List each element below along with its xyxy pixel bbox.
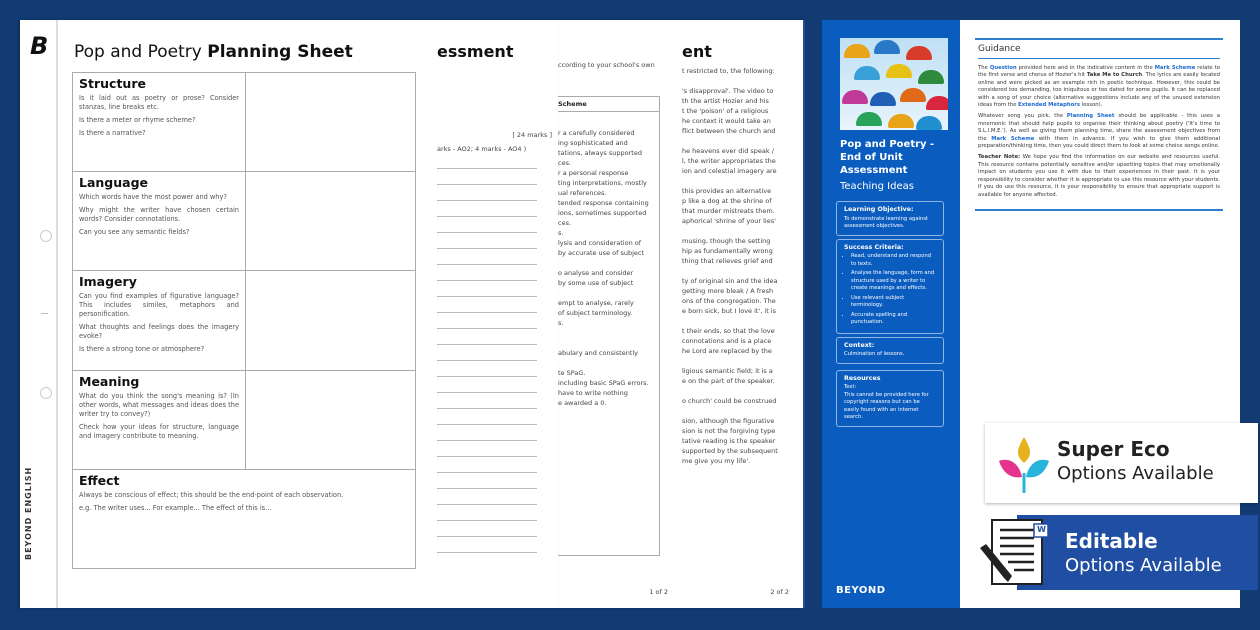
vertical-brand: BEYOND ENGLISH <box>24 466 33 560</box>
learning-objective-heading: Learning Objective: <box>844 206 914 213</box>
prompt-text: e.g. The writer uses... For example... The effect of this is... <box>79 504 272 512</box>
context-heading: Context: <box>844 341 875 349</box>
eco-subtitle: Options Available <box>1057 463 1214 484</box>
answer-cell[interactable] <box>247 172 415 270</box>
prompt-cell <box>73 172 246 270</box>
teacher-note-label: Teacher Note: <box>978 154 1021 161</box>
question-link[interactable]: Question <box>989 65 1017 71</box>
mark-scheme-line: ions, sometimes supported <box>558 209 647 217</box>
guidance-paragraph <box>978 113 1220 150</box>
mark-scheme-intro: ccording to your school's own <box>558 61 655 69</box>
guidance-heading: Guidance <box>978 44 1220 59</box>
guidance-box <box>975 38 1223 211</box>
mark-scheme-line: abulary and consistently <box>558 349 639 357</box>
resources-label: Text: <box>844 384 857 390</box>
content-line: e born sick, but I love it', it is <box>682 307 776 315</box>
row-heading: Imagery <box>79 274 137 289</box>
answer-line <box>437 520 537 521</box>
resources-box <box>836 370 944 427</box>
text: provided here and in the indicative content in the <box>1016 65 1155 71</box>
content-line: t their ends, so that the love <box>682 327 775 335</box>
row-heading: Effect <box>79 473 120 488</box>
beyond-logo: BEYOND <box>836 585 886 596</box>
answer-cell[interactable] <box>247 73 415 171</box>
teacher-note <box>978 154 1220 198</box>
page-number: 1 of 2 <box>649 588 668 596</box>
answer-cell[interactable] <box>247 371 415 469</box>
text: . The lyrics are easily located online and were picked as an example rich in poetic technique. However, this could be considered too demanding, too iniquitous or too dated for some pupils. It can be replaced with a song of your choice (alternative suggestions include any of the unused extension ideas from the <box>978 72 1221 109</box>
content-line <box>682 226 778 236</box>
title-bold: Planning Sheet <box>207 42 353 62</box>
indicative-title: ent <box>682 42 712 61</box>
mark-scheme-line <box>558 288 659 298</box>
editable-title: Editable <box>1065 529 1158 553</box>
content-line: e on the part of the speaker. <box>682 377 775 385</box>
mark-scheme-line <box>558 338 659 348</box>
guidance-paragraph <box>978 65 1220 109</box>
prompt-text: Why might the writer have chosen certain words? Consider connotations. <box>79 206 239 223</box>
context-text: Culmination of lessons. <box>844 351 905 357</box>
planning-row-structure <box>73 73 415 172</box>
content-line: t restricted to, the following: <box>682 67 775 75</box>
mark-scheme-line <box>558 358 659 368</box>
mark-scheme-line: of subject terminology. <box>558 309 633 317</box>
mark-scheme-line: ing sophisticated and <box>558 139 628 147</box>
content-line: p like a dog at the shrine of <box>682 197 772 205</box>
marks-label: [ 24 marks ] <box>512 131 552 139</box>
mark-scheme-link[interactable]: Mark Scheme <box>991 135 1035 142</box>
mark-scheme-line: lysis and consideration of <box>558 239 642 247</box>
mark-scheme-content <box>558 112 659 408</box>
content-line: o church' could be construed <box>682 397 777 405</box>
mark-scheme-line: o analyse and consider <box>558 269 634 277</box>
content-line: tative reading is the speaker <box>682 437 776 445</box>
text: relate to the first verse and chorus of Hozier's hit <box>978 65 1220 79</box>
content-line: aphorical 'shrine of your lies' <box>682 217 776 225</box>
planning-sheet-link[interactable]: Planning Sheet <box>1066 113 1115 120</box>
content-line: he Lord are replaced by the <box>682 347 772 355</box>
answer-line <box>437 184 537 185</box>
answer-line <box>437 408 537 409</box>
content-line: flict between the church and <box>682 127 776 135</box>
answer-line <box>437 232 537 233</box>
content-line <box>682 266 778 276</box>
teaching-ideas-subtitle: Teaching Ideas <box>840 181 914 192</box>
text: with them in advance. If you wish to give them additional preparation/thinking time, then you could direct them to look at some choice songs online. <box>978 135 1220 150</box>
mark-scheme-line <box>558 258 659 268</box>
answer-line <box>437 280 537 281</box>
content-line: thing that relieves grief and <box>682 257 773 265</box>
content-line: getting more bleak / A fresh <box>682 287 774 295</box>
content-line: connotations and is a place <box>682 337 772 345</box>
content-line: musing, though the setting <box>682 237 771 245</box>
content-line: ligious semantic field; it is a <box>682 367 773 375</box>
punch-hole-icon <box>40 230 52 242</box>
mark-scheme-line: ces. <box>558 219 572 227</box>
page-title <box>74 42 353 62</box>
ao-breakdown: arks - AO2; 4 marks - AO4 ) <box>437 145 527 153</box>
mark-scheme-line: have to write nothing <box>558 389 628 397</box>
prompt-text: Always be conscious of effect; this should be the end-point of each observation. <box>79 491 344 499</box>
content-line: hip as fundamentally wrong <box>682 247 773 255</box>
umbrellas-image <box>840 38 948 130</box>
eco-flower-icon <box>995 433 1053 497</box>
title-regular: Pop and Poetry <box>74 42 202 62</box>
mark-scheme-line: ual references. <box>558 189 607 197</box>
content-line: ons of the congregation. The <box>682 297 776 305</box>
mark-scheme-line: tended response containing <box>558 199 649 207</box>
answer-lines <box>437 168 537 568</box>
answer-line <box>437 264 537 265</box>
success-criteria-box <box>836 239 944 334</box>
answer-line <box>437 376 537 377</box>
prompt-text: Can you find examples of figurative language? This includes similes, metaphors and personification. <box>79 292 239 318</box>
learning-objective-box <box>836 201 944 236</box>
content-line: ty of original sin and the idea <box>682 277 778 285</box>
planning-table <box>72 72 416 569</box>
prompt-text: Which words have the most power and why? <box>79 193 227 201</box>
word-letter: W <box>1037 525 1046 534</box>
content-line: th the artist Hozier and his <box>682 97 769 105</box>
answer-line <box>437 392 537 393</box>
mark-scheme-line: by some use of subject <box>558 279 634 287</box>
text: Whatever song you pick, the <box>978 113 1067 120</box>
answer-line <box>437 456 537 457</box>
row-heading: Language <box>79 175 149 190</box>
mark-scheme-line: empt to analyse, rarely <box>558 299 634 307</box>
teaching-ideas-title: Pop and Poetry - End of Unit Assessment <box>840 139 935 176</box>
assessment-page <box>437 20 558 608</box>
content-line <box>682 136 778 146</box>
content-line: he heavens ever did speak / <box>682 147 774 155</box>
eco-title: Super Eco <box>1057 437 1170 461</box>
punch-hole-icon <box>40 387 52 399</box>
answer-line <box>437 360 537 361</box>
success-criterion: • Analyse the language, form and structure used by a writer to create meanings and effects. <box>851 270 936 293</box>
planning-sheet-page <box>20 20 437 608</box>
answer-line <box>437 296 537 297</box>
page-gutter <box>20 20 58 608</box>
super-eco-badge <box>985 423 1258 503</box>
editable-subtitle: Options Available <box>1065 555 1222 576</box>
content-line: this provides an alternative <box>682 187 772 195</box>
mark-scheme-line: r a carefully considered <box>558 129 635 137</box>
mark-scheme-line: s. <box>558 319 564 327</box>
prompt-text: What thoughts and feelings does the imagery evoke? <box>79 323 239 340</box>
word-document-icon <box>978 518 1058 592</box>
mark-scheme-line: s. <box>558 229 564 237</box>
extended-metaphors-link[interactable]: Extended Metaphors <box>1018 102 1081 109</box>
song-title: Take Me to Church <box>1086 72 1143 79</box>
indicative-content <box>682 66 778 466</box>
prompt-cell <box>73 470 415 570</box>
success-criteria-list <box>844 253 936 327</box>
teaching-ideas-sidebar <box>822 20 960 608</box>
content-line: me give you my life'. <box>682 457 751 465</box>
beyond-logo: B <box>30 32 49 60</box>
prompt-text: Is there a narrative? <box>79 129 146 137</box>
content-line: he context it would take an <box>682 117 771 125</box>
planning-row-meaning <box>73 371 415 470</box>
answer-line <box>437 248 537 249</box>
prompt-cell <box>73 271 246 370</box>
prompt-text: Is it laid out as poetry or prose? Consider stanzas, line breaks etc. <box>79 94 239 111</box>
success-criterion: • Use relevant subject terminology. <box>851 295 936 310</box>
mark-scheme-line: tations, always supported <box>558 149 642 157</box>
resources-heading: Resources <box>844 374 881 382</box>
planning-row-language <box>73 172 415 271</box>
answer-line <box>437 168 537 169</box>
row-heading: Structure <box>79 76 146 91</box>
answer-line <box>437 552 537 553</box>
answer-line <box>437 328 537 329</box>
answer-cell[interactable] <box>247 271 415 370</box>
content-line <box>682 176 778 186</box>
mark-scheme-line: r a personal response <box>558 169 629 177</box>
prompt-text: Check how your ideas for structure, language and imagery contribute to meaning. <box>79 423 239 440</box>
resources-text: This cannot be provided here for copyright reasons but can be easily found with an internet search. <box>844 391 929 420</box>
learning-objective-text: To demonstrate learning against assessment objectives. <box>844 215 928 229</box>
mark-scheme-line: ting interpretations, mostly <box>558 179 647 187</box>
content-line: sion is not the forgiving type <box>682 427 776 435</box>
content-line: 's disapproval'. The video to <box>682 87 774 95</box>
assessment-title: essment <box>437 42 514 61</box>
mark-scheme-line: e awarded a 0. <box>558 399 607 407</box>
planning-row-imagery <box>73 271 415 371</box>
answer-line <box>437 424 537 425</box>
mark-scheme-link[interactable]: Mark Scheme <box>1154 65 1196 71</box>
content-line: supported by the subsequent <box>682 447 778 455</box>
mark-scheme-line: ces. <box>558 159 572 167</box>
answer-line <box>437 536 537 537</box>
mark-scheme-line: te SPaG. <box>558 369 586 377</box>
success-criterion: • Read, understand and respond to texts. <box>851 253 936 268</box>
prompt-cell <box>73 73 246 171</box>
success-criterion: • Accurate spelling and punctuation. <box>851 312 936 327</box>
answer-line <box>437 440 537 441</box>
content-line: that murder mistreats them. <box>682 207 775 215</box>
content-line <box>682 386 778 396</box>
content-line: sion, although the figurative <box>682 417 775 425</box>
text: should be applicable - this uses a mnemonic that should help pupils to organise their thinking about poetry ('It's time to S.L.I.M.E.'). As well as giving them planning time, share the assessment objectives from the <box>978 113 1221 142</box>
mark-scheme-line <box>558 328 659 338</box>
content-line <box>682 316 778 326</box>
prompt-text: Can you see any semantic fields? <box>79 228 190 236</box>
row-heading: Meaning <box>79 374 140 389</box>
answer-line <box>437 504 537 505</box>
mark-scheme-line: including basic SPaG errors. <box>558 379 649 387</box>
content-line <box>682 356 778 366</box>
content-line: ion and celestial imagery are <box>682 167 777 175</box>
text: lesson). <box>1080 102 1103 109</box>
prompt-text: Is there a meter or rhyme scheme? <box>79 116 196 124</box>
mark-scheme-page <box>558 20 682 608</box>
page-number: 2 of 2 <box>770 588 789 596</box>
indicative-content-page <box>682 20 805 608</box>
content-line <box>682 76 778 86</box>
prompt-text: What do you think the song's meaning is? (In other words, what messages and ideas does the writer try to convey?) <box>79 392 239 418</box>
answer-line <box>437 472 537 473</box>
prompt-text: Is there a strong tone or atmosphere? <box>79 345 205 353</box>
content-line: l, the writer appropriates the <box>682 157 776 165</box>
mark-scheme-header: Scheme <box>558 97 659 112</box>
context-box <box>836 337 944 364</box>
answer-line <box>437 200 537 201</box>
text: We hope you find the information on our website and resources useful. This resource contains potentially sensitive and/or upsetting topics that may emotionally impact on students you use it with due to their experiences in their past. It is your responsibility to consider whether it is appropriate to use this resource with your students. If you do use this resource, it is your responsibility to ensure that appropriate support is available for anyone affected. <box>978 154 1220 198</box>
prompt-cell <box>73 371 246 469</box>
success-criteria-heading: Success Criteria: <box>844 243 904 251</box>
text: The <box>978 65 990 71</box>
answer-line <box>437 344 537 345</box>
content-line <box>682 406 778 416</box>
mark-scheme-table <box>558 96 660 556</box>
answer-line <box>437 216 537 217</box>
content-line: t the 'poison' of a religious <box>682 107 769 115</box>
answer-line <box>437 312 537 313</box>
fold-mark <box>41 313 48 314</box>
mark-scheme-line: by accurate use of subject <box>558 249 645 257</box>
planning-row-effect <box>73 470 415 570</box>
answer-line <box>437 488 537 489</box>
